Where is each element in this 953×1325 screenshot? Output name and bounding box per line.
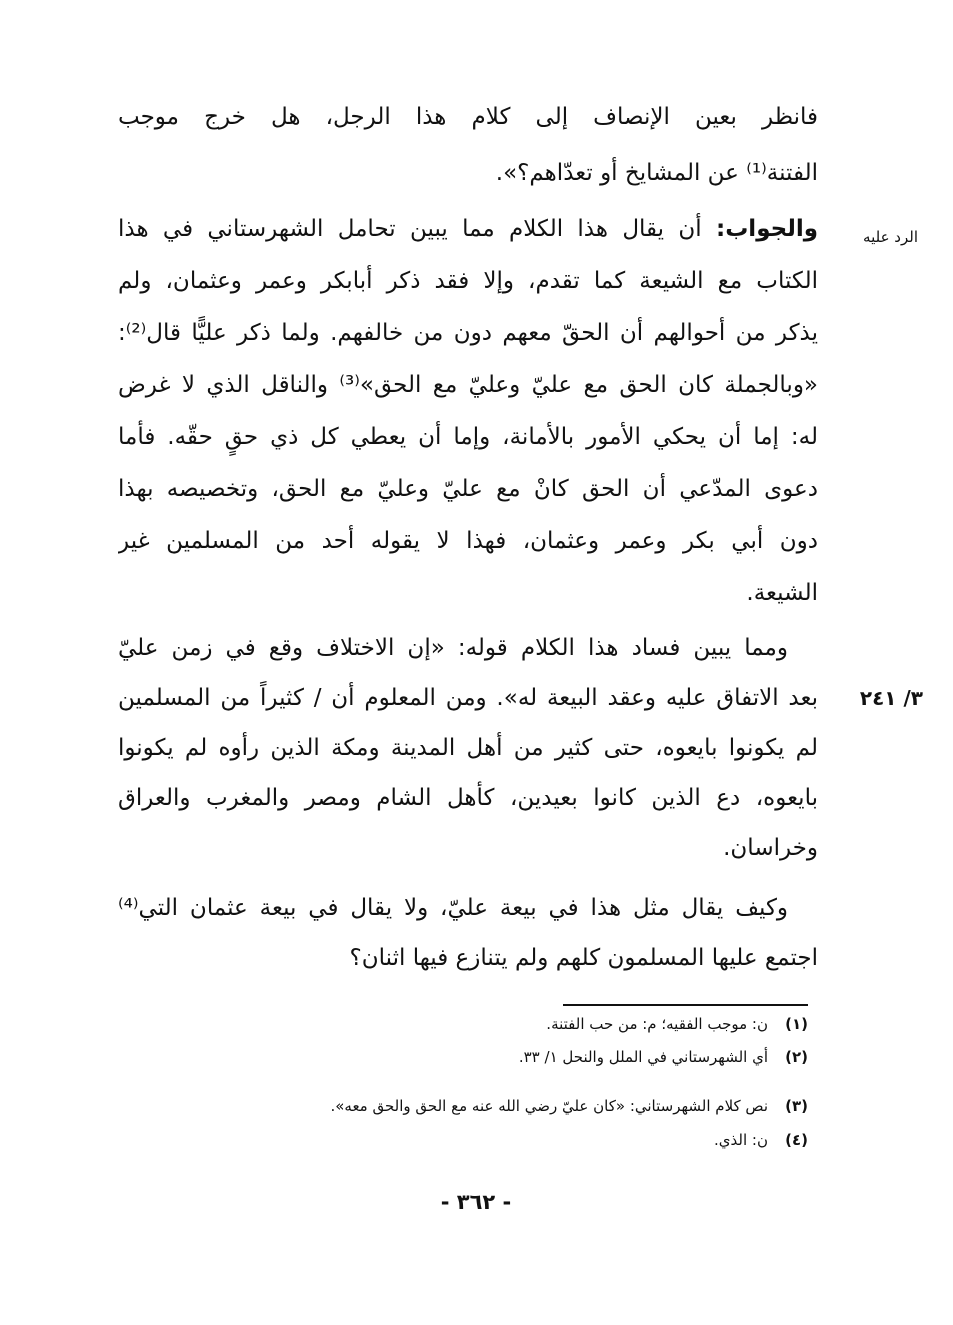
footnote-1-number: (١) (785, 1015, 808, 1033)
text-line-15: وخراسان. (723, 835, 818, 861)
footnote-1 (128, 1008, 808, 1040)
text-line-4: الكتاب مع الشيعة كما تقدم، وإلا فقد ذكر أبابكر وعمر وعثمان، ولم (118, 268, 818, 294)
footnote-2-number: (٢) (785, 1048, 808, 1066)
text-line-13: لم يكونوا بايعوه، حتى كثير من أهل المدينة ومكة الذين رأوه لم يكونوا (118, 735, 818, 761)
text-line-11: ومما يبين فساد هذا الكلام قوله: «إن الاختلاف وقع في زمن عليّ (118, 635, 788, 661)
answer-label: والجواب: (716, 216, 818, 242)
text-line-7: له: إما أن يحكي الأمور بالأمانة، وإما أن يعطي كل ذي حقٍ حقّه. فأما (118, 424, 818, 450)
text-line-3 (118, 203, 818, 255)
text-line-14: بايعوه، دع الذين كانوا بعيدين، كأهل الشام ومصر والمغرب والعراق (118, 785, 818, 811)
footnote-2 (128, 1041, 808, 1073)
footnote-4-number: (٤) (785, 1131, 808, 1149)
text-line-10: الشيعة. (746, 580, 818, 606)
footnote-2-text: أي الشهرستاني في الملل والنحل ١/ ٣٣. (518, 1048, 768, 1066)
footnote-1-text: ن: موجب الفقيه؛ م: من حب الفتنة. (546, 1015, 768, 1033)
page-number: - ٣٦٢ - (440, 1190, 512, 1214)
footnote-3-text: نص كلام الشهرستاني: «كان عليّ رضي الله عنه مع الحق والحق معه». (330, 1097, 768, 1115)
text-line-5: يذكر من أحوالهم أن الحقّ معهم دون من خالفهم. ولما ذكر عليًّا قال⁽²⁾: (118, 320, 818, 346)
footnote-separator (563, 1004, 808, 1006)
footnote-4-text: ن: الذي. (714, 1131, 768, 1149)
footnote-4 (128, 1124, 808, 1156)
text-line-8: دعوى المدّعي أن الحق كانْ مع عليّ وعليّ مع الحق، وتخصيصه بهذا (118, 476, 818, 502)
footnote-3 (128, 1090, 808, 1122)
margin-note-reply: الرد عليه (863, 228, 918, 246)
text-line-9: دون أبي بكر وعمر وعثمان، فهذا لا يقوله أحد من المسلمين غير (118, 528, 818, 554)
text-line-6: «وبالجملة كان الحق مع عليّ وعليّ مع الحق»⁽³⁾ والناقل الذي لا غرض (118, 372, 818, 398)
footnote-3-number: (٣) (785, 1097, 808, 1115)
margin-volume-page-ref: ٣/ ٢٤١ (859, 686, 923, 710)
text-line-17: اجتمع عليها المسلمون كلهم ولم يتنازع فيها اثنان؟ (349, 945, 818, 971)
text-line-1: فانظر بعين الإنصاف إلى كلام هذا الرجل، هل خرج موجب (118, 104, 818, 130)
text-line-12: بعد الاتفاق عليه وعقد البيعة له». ومن المعلوم أن / كثيراً من المسلمين (118, 685, 818, 711)
text-line-16: وكيف يقال مثل هذا في بيعة عليّ، ولا يقال في بيعة عثمان التي⁽⁴⁾ (118, 895, 788, 921)
text-line-2: الفتنة⁽¹⁾ عن المشايخ أو تعدّاهم؟». (495, 160, 818, 186)
text-line-3-body: أن يقال هذا الكلام مما يبين تحامل الشهرستاني في هذا (118, 216, 702, 242)
